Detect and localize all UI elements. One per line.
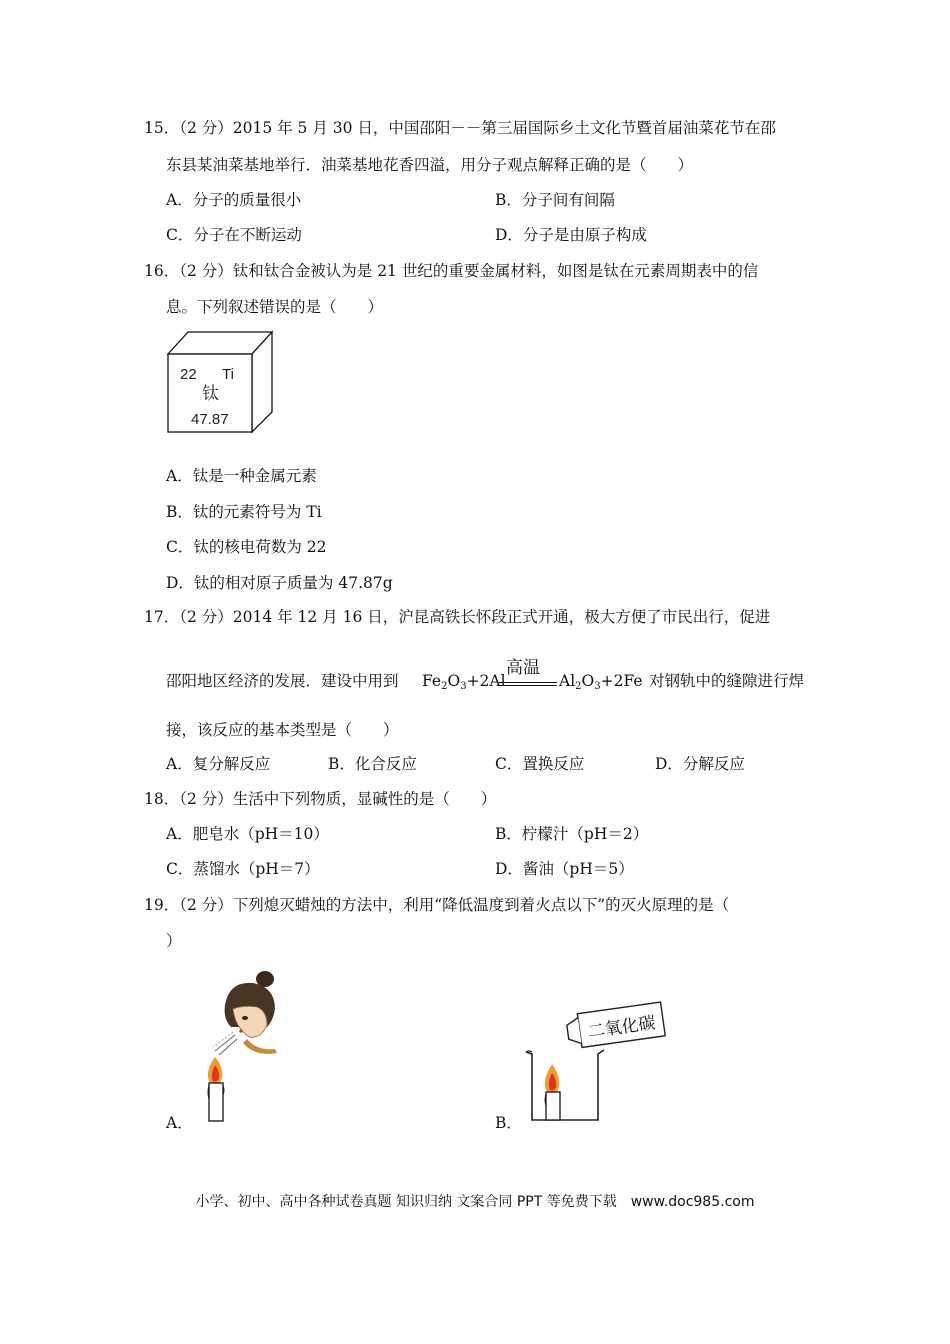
tile-symbol: Ti: [222, 366, 234, 383]
q15-option-d: D．分子是由原子构成: [495, 226, 647, 244]
q17-stem-line2-suffix: 对钢轨中的缝隙进行焊: [649, 672, 805, 690]
tile-atomic-number: 22: [180, 366, 197, 383]
q16-stem-line2: 息。下列叙述错误的是（ ）: [166, 298, 384, 316]
q16-option-d: D．钛的相对原子质量为 47.87g: [166, 574, 393, 592]
tile-atomic-mass: 47.87: [191, 411, 229, 428]
q16-option-a: A．钛是一种金属元素: [166, 467, 317, 485]
q15-option-a: A．分子的质量很小: [166, 191, 302, 209]
q16-option-c: C．钛的核电荷数为 22: [166, 538, 327, 556]
q18-option-a: A．肥皂水（pH＝10）: [166, 825, 329, 843]
q18-option-b: B．柠檬汁（pH＝2）: [495, 825, 649, 843]
q18-stem: 18．（2 分）生活中下列物质，显碱性的是（ ）: [144, 790, 497, 808]
q17-equation-bar-bottom: [499, 685, 557, 686]
co2-bottle-label: 二氧化碳: [586, 1013, 657, 1043]
blowing-candle-illustration: [195, 965, 285, 1125]
q17-option-c: C．置换反应: [495, 755, 585, 773]
q17-stem-line1: 17．（2 分）2014 年 12 月 16 日，沪昆高铁长怀段正式开通，极大方便了市民出行，促进: [144, 608, 771, 626]
q19-option-b: B．: [495, 1114, 522, 1132]
q19-stem-line2: ）: [166, 932, 182, 950]
co2-beaker-candle-illustration: [520, 990, 670, 1125]
q17-equation-products: $Al_2O_3+2Fe$: [559, 672, 643, 692]
q16-stem-line1: 16．（2 分）钛和钛合金被认为是 21 世纪的重要金属材料，如图是钛在元素周期表中的信: [144, 262, 759, 280]
q17-equation-reactants: $Fe_2O_3+2Al$: [422, 672, 506, 692]
titanium-element-tile: [164, 330, 276, 436]
q17-stem-line2-prefix: 邵阳地区经济的发展．建设中用到: [166, 672, 399, 690]
q16-option-b: B．钛的元素符号为 Ti: [166, 503, 322, 521]
q19-option-a: A．: [166, 1114, 193, 1132]
q17-option-d: D．分解反应: [655, 755, 745, 773]
q19-stem-line1: 19．（2 分）下列熄灭蜡烛的方法中，利用“降低温度到着火点以下”的灭火原理的是（: [144, 896, 730, 914]
q17-option-b: B．化合反应: [328, 755, 417, 773]
page-footer: 小学、初中、高中各种试卷真题 知识归纳 文案合同 PPT 等免费下载 www.doc985.com: [195, 1194, 755, 1210]
q17-reaction-condition: 高温: [506, 658, 540, 678]
q15-option-c: C．分子在不断运动: [166, 226, 302, 244]
tile-element-name: 钛: [202, 384, 219, 404]
q15-stem-line1: 15．（2 分）2015 年 5 月 30 日，中国邵阳－－第三届国际乡土文化节暨首届油菜花节在邵: [144, 119, 776, 137]
q18-option-d: D．酱油（pH＝5）: [495, 860, 634, 878]
q15-option-b: B．分子间有间隔: [495, 191, 615, 209]
q15-stem-line2: 东县某油菜基地举行．油菜基地花香四溢，用分子观点解释正确的是（ ）: [166, 156, 694, 174]
q17-equation-bar-top: [499, 682, 557, 683]
q18-option-c: C．蒸馏水（pH＝7）: [166, 860, 320, 878]
q17-stem-line3: 接，该反应的基本类型是（ ）: [166, 721, 399, 739]
q17-option-a: A．复分解反应: [166, 755, 271, 773]
